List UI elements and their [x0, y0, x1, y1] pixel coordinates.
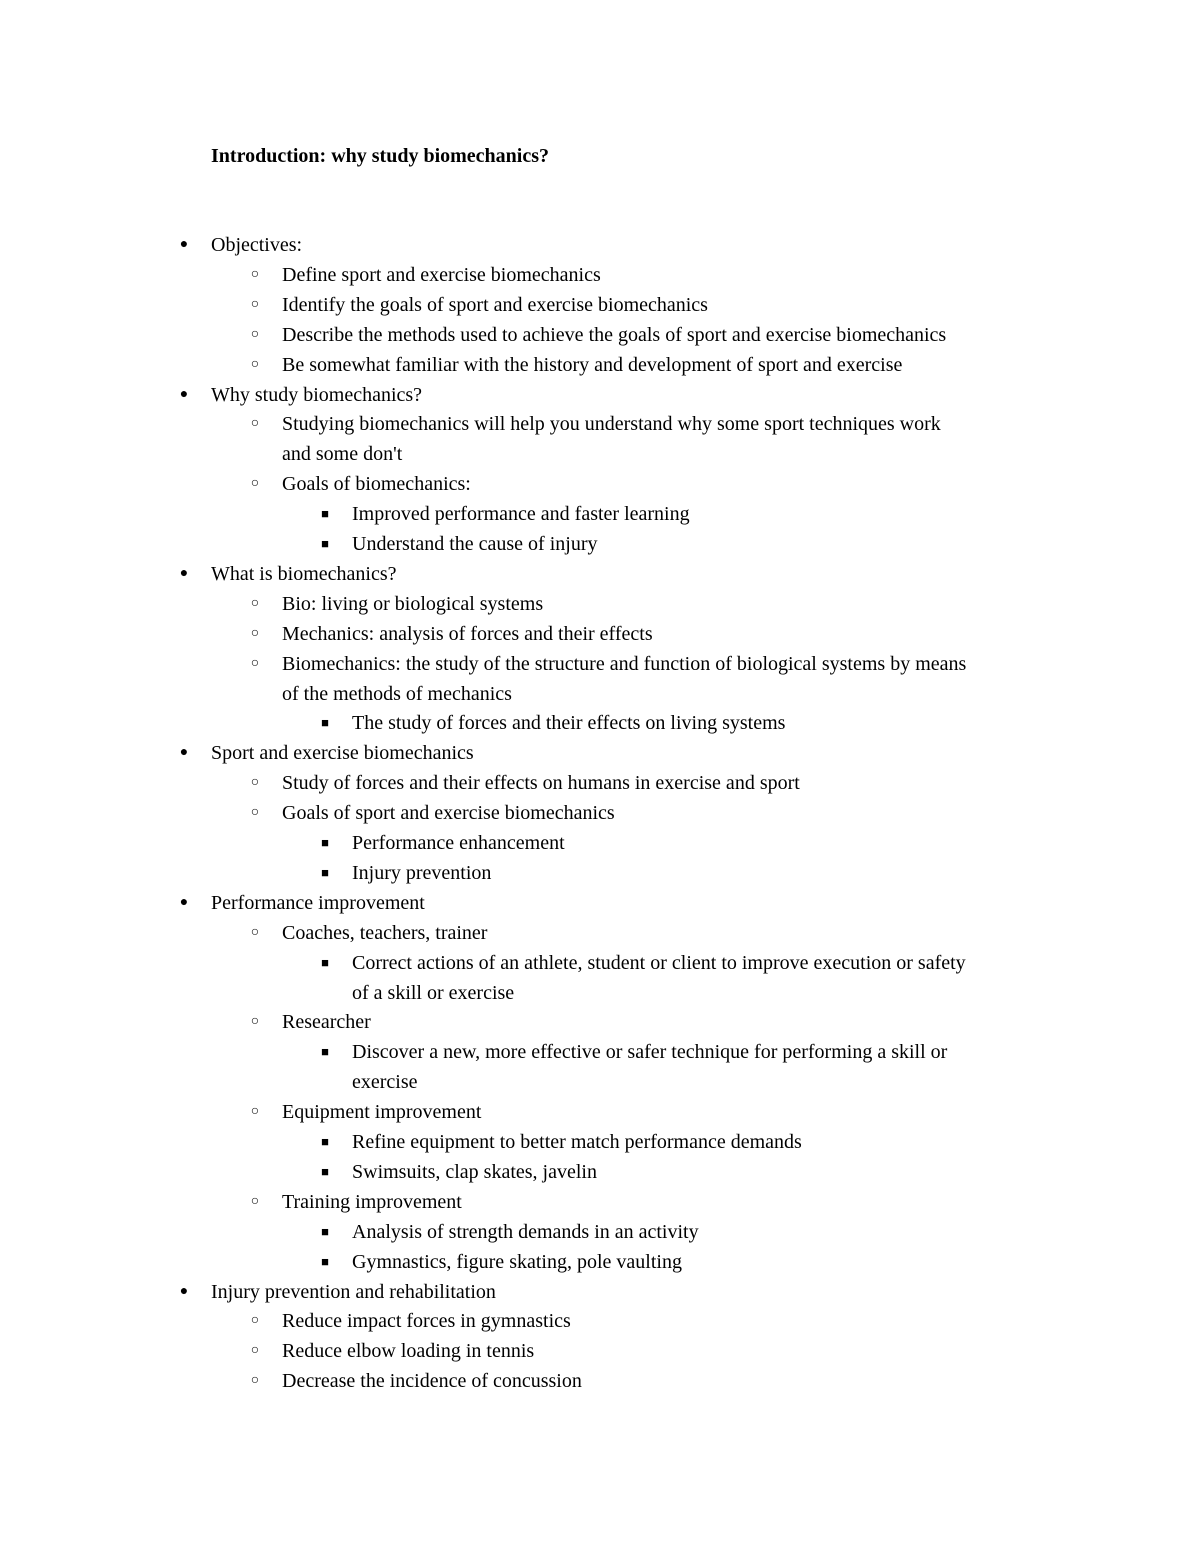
list-item-text: of a skill or exercise: [352, 981, 515, 1004]
bullet-circle-icon: ○: [250, 1373, 260, 1389]
bullet-square-icon: ■: [321, 1253, 329, 1269]
list-item-text: Describe the methods used to achieve the goals of sport and exercise biomechanics: [282, 323, 947, 346]
list-item-text: The study of forces and their effects on living systems: [352, 712, 786, 735]
bullet-disc-icon: ●: [179, 565, 189, 581]
bullet-circle-icon: ○: [250, 296, 260, 312]
list-item-text: Be somewhat familiar with the history and development of sport and exercise: [282, 353, 903, 376]
bullet-circle-icon: ○: [250, 1104, 260, 1120]
list-item-text: Discover a new, more effective or safer technique for performing a skill or: [352, 1041, 948, 1064]
bullet-circle-icon: ○: [250, 625, 260, 641]
list-item-text: Injury prevention: [352, 861, 492, 884]
list-item-text: of the methods of mechanics: [282, 682, 512, 705]
list-item-text: Reduce elbow loading in tennis: [282, 1340, 535, 1363]
bullet-square-icon: ■: [321, 864, 329, 880]
bullet-circle-icon: ○: [250, 1193, 260, 1209]
list-item-text: Analysis of strength demands in an activity: [352, 1220, 699, 1243]
bullet-disc-icon: ●: [179, 745, 189, 761]
bullet-circle-icon: ○: [250, 805, 260, 821]
list-item-text: Why study biomechanics?: [211, 383, 423, 406]
list-item-text: Identify the goals of sport and exercise biomechanics: [282, 293, 708, 316]
list-item-text: Improved performance and faster learning: [352, 503, 690, 526]
list-item-text: Performance enhancement: [352, 832, 565, 854]
bullet-circle-icon: ○: [250, 655, 260, 671]
list-item-text: Injury prevention and rehabilitation: [211, 1280, 496, 1303]
bullet-disc-icon: ●: [179, 237, 189, 252]
bullet-disc-icon: ●: [179, 1283, 189, 1299]
bullet-square-icon: ■: [321, 1163, 329, 1179]
bullet-circle-icon: ○: [250, 326, 260, 342]
bullet-square-icon: ■: [321, 1223, 329, 1239]
list-item-text: Goals of sport and exercise biomechanics: [282, 802, 615, 825]
bullet-circle-icon: ○: [250, 356, 260, 372]
bullet-square-icon: ■: [321, 954, 329, 970]
bullet-square-icon: ■: [321, 835, 329, 850]
bullet-circle-icon: ○: [250, 266, 260, 282]
list-item-text: Coaches, teachers, trainer: [282, 921, 488, 944]
bullet-circle-icon: ○: [250, 476, 260, 492]
bullet-disc-icon: ●: [179, 386, 189, 402]
list-item-text: Objectives:: [211, 234, 303, 256]
bullet-circle-icon: ○: [250, 924, 260, 940]
list-item-text: Understand the cause of injury: [352, 533, 598, 555]
list-item-text: Goals of biomechanics:: [282, 473, 471, 496]
list-item-text: Biomechanics: the study of the structure and function of biological systems by means: [282, 652, 967, 675]
bullet-disc-icon: ●: [179, 894, 189, 910]
list-item-text: Reduce impact forces in gymnastics: [282, 1310, 571, 1333]
list-item-text: Bio: living or biological systems: [282, 592, 544, 615]
bullet-circle-icon: ○: [250, 416, 260, 432]
bullet-circle-icon: ○: [250, 775, 260, 791]
bullet-circle-icon: ○: [250, 1343, 260, 1359]
list-item-text: Sport and exercise biomechanics: [211, 742, 474, 765]
bullet-square-icon: ■: [321, 1134, 329, 1149]
list-item-text: exercise: [352, 1071, 418, 1094]
list-item-text: and some don't: [282, 443, 403, 466]
list-item-text: Gymnastics, figure skating, pole vaulting: [352, 1250, 682, 1273]
bullet-square-icon: ■: [321, 1044, 329, 1060]
bullet-circle-icon: ○: [250, 1313, 260, 1329]
list-item-text: Performance improvement: [211, 891, 425, 914]
list-item-text: Decrease the incidence of concussion: [282, 1370, 582, 1393]
list-item-text: Mechanics: analysis of forces and their effects: [282, 622, 653, 645]
bullet-circle-icon: ○: [250, 595, 260, 611]
list-item-text: Equipment improvement: [282, 1101, 482, 1124]
bullet-square-icon: ■: [321, 715, 329, 731]
list-item-text: Study of forces and their effects on humans in exercise and sport: [282, 772, 800, 795]
list-item-text: Researcher: [282, 1011, 371, 1034]
page-title: Introduction: why study biomechanics?: [211, 145, 550, 167]
bullet-square-icon: ■: [321, 506, 329, 522]
bullet-circle-icon: ○: [250, 1014, 260, 1030]
list-item-text: Swimsuits, clap skates, javelin: [352, 1160, 597, 1183]
list-item-text: What is biomechanics?: [211, 562, 397, 585]
list-item-text: Refine equipment to better match performance demands: [352, 1131, 802, 1153]
list-item-text: Studying biomechanics will help you understand why some sport techniques work: [282, 413, 941, 436]
list-item-text: Define sport and exercise biomechanics: [282, 263, 601, 286]
list-item-text: Correct actions of an athlete, student or client to improve execution or safety: [352, 951, 966, 974]
list-item-text: Training improvement: [282, 1190, 462, 1213]
bullet-square-icon: ■: [321, 536, 329, 551]
